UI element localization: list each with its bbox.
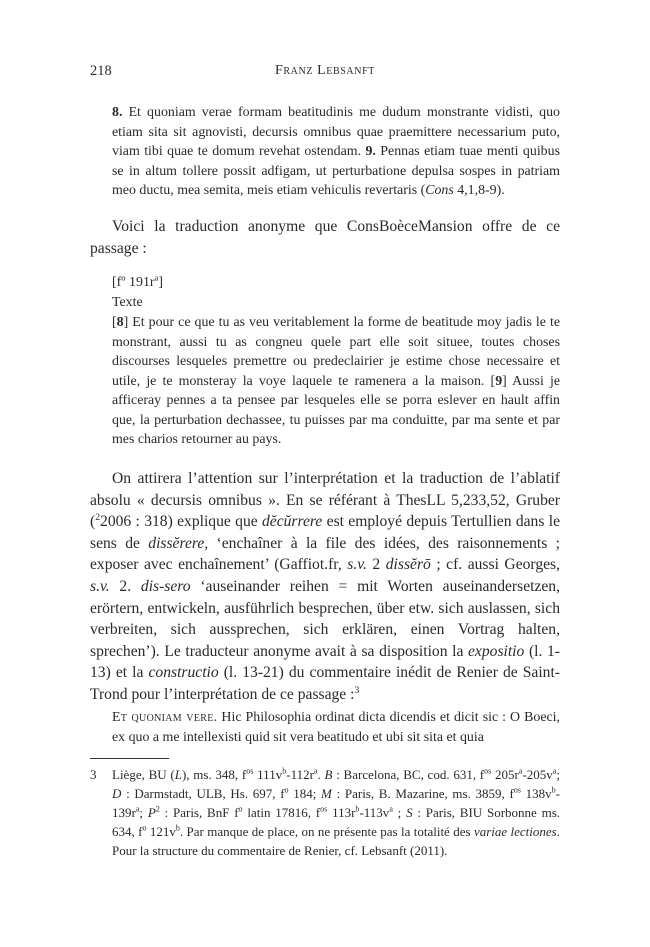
commentary-lemma: Et quoniam vere. [112, 710, 218, 725]
footnote-3 [90, 765, 560, 860]
folio-reference: [$f^o$ $191r^a$] [112, 272, 163, 290]
translation-number-8: 8 [116, 315, 124, 330]
footnote-text: Liège, BU (L), ms. 348, $f^{os}$ $111v^b-112r^a$. B : Barcelona, BC, cod. 631, $f^{os}$ $205r^a-205v^a$; D : Darmstadt, ULB, Hs. 697, $f^o$ 184; M : Paris, B. Mazarine, ms. 3859, $f^{os}$ $138v^b-139r^a$; $P^2$ : Paris, BnF $f^o$ latin 17816, $f^{os}$ $113r^b-113v^a$ ; S : Paris, BIU Sorbonne ms. 634, $f^o$ $121v^b$. Par manque de place, on ne présente pas la totalité des variae lectiones. Pour la structure du commentaire de Renier, cf. Lebsanft (2011). [112, 766, 560, 858]
renier-commentary-paragraph [112, 708, 560, 747]
section-number-8: 8. [112, 105, 123, 120]
translation-number-9: 9 [495, 373, 503, 389]
discussion-paragraph: On attirera l’attention sur l’interprétation et la traduction de l’ablatif absolu « decursis omnibus ». En se référant à ThesLL 5,233,52, Gruber ($^2$2006 : 318) explique que dĕcŭrrere est employé depuis Tertullien dans le sens de dissĕrere, ‘enchaîner à la file des idées, des raisonnements ; exposer avec enchaînement’ (Gaffiot.fr, s.v. 2 dissĕrō ; cf. aussi Georges, s.v. 2. dis-sero ‘auseinander reihen = mit Worten auseinandersetzen, erörtern, entwickeln, ausführlich besprechen, über etw. sich auslassen, sich verbreiten, sich aussprechen, sich erklären, einen Vortrag halten, sprechen’). Le traducteur anonyme avait à sa disposition la expositio (l. 1-13) et la constructio (l. 13-21) du commentaire inédit de Renier de Saint-Trond pour l’interprétation de ce passage :$^3$ [90, 470, 561, 703]
translation-text-part-1: Et pour ce que tu as veu veritablement la forme de beatitude moy jadis le te monstrant, aussi tu as congneu quele part elle soit situee, toutes choses discourses lesqueles premettre ou predeclairier je estime chose necessaire et utile, je te monsteray la voye laquele te ramenera a la maison. [112, 315, 560, 389]
translation-text-part-2: Aussi je afficeray pennes a ta pensee par lesqueles elle se porra eslever en hault affin que, la perturbation dechassee, tu puisses par ma conduitte, par ma sente et par mes charios retourner au pays. [112, 373, 560, 447]
commentary-text: Hic Philosophia ordinat dicta dicendis et dicit sic : O Boeci, ex quo a me intellexisti quid sit vera beatitudo et ubi sit sita et quia [112, 710, 560, 745]
french-translation-paragraph: [8] Et pour ce que tu as veu veritablement la forme de beatitude moy jadis le te monstrant, aussi tu as congneu quele part elle soit situee, toutes choses discourses lesqueles premettre ou predeclairier je estime chose necessaire et utile, je te monsteray la voye laquele te ramenera a la maison. [9] Aussi je afficeray pennes a ta pensee par lesqueles elle se porra eslever en hault affin que, la perturbation dechassee, tu puisses par ma conduitte, par ma sente et par mes charios retourner au pays. [112, 315, 560, 447]
latin-text-part-1: Et quoniam verae formam beatitudinis me dudum monstrante vidisti, quo etiam sita sit agnovisti, decursis omnibus quae praemittere necessarium puto, viam tibi quae te domum revehat ostendam. [112, 105, 560, 159]
section-number-9: 9. [365, 144, 376, 159]
latin-text-part-2: Pennas etiam tuae menti quibus se in altum tollere possit adfigam, ut perturbatione depulsa sospes in patriam meo ductu, mea semita, meis etiam vehiculis revertaris ( [112, 144, 560, 198]
footnote-separator [90, 758, 169, 759]
latin-quote-paragraph [112, 103, 560, 201]
footnote-reference[interactable]: 3 [354, 684, 360, 696]
intro-paragraph: Voici la traduction anonyme que ConsBoèceMansion offre de ce passage : [90, 218, 560, 257]
source-reference: 4,1,8-9). [453, 183, 505, 198]
texte-label: Texte [112, 295, 143, 310]
page-number: 218 [90, 63, 112, 79]
footnote-number: 3 [90, 767, 97, 782]
running-head: Franz Lebsanft [275, 63, 375, 78]
source-title: Cons [425, 183, 454, 198]
